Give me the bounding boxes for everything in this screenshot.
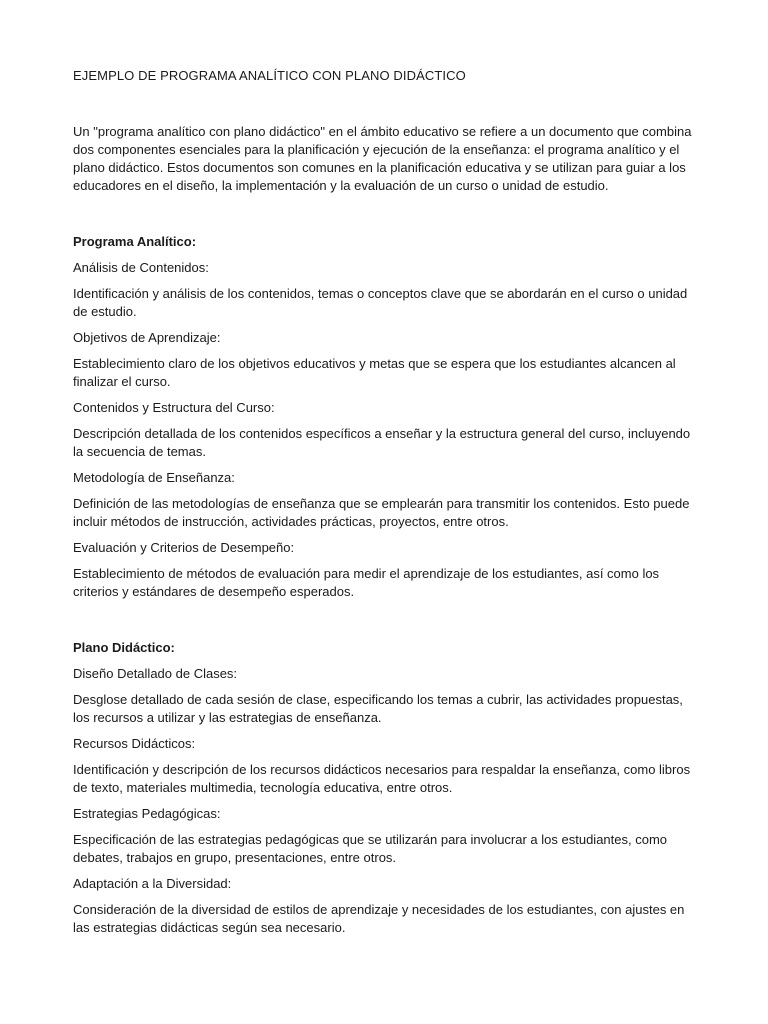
item-heading-adaptacion: Adaptación a la Diversidad: <box>73 876 232 891</box>
document-content <box>73 67 699 937</box>
item-body-contenidos-estructura: Descripción detallada de los contenidos específicos a enseñar y la estructura general del curso, incluyendo la secuencia de temas. <box>73 426 691 459</box>
item-heading-recursos: Recursos Didácticos: <box>73 736 196 751</box>
item-body-recursos: Identificación y descripción de los recursos didácticos necesarios para respaldar la enseñanza, como libros de texto, materiales multimedia, tecnología educativa, entre otros. <box>73 762 691 795</box>
item-heading-objetivos: Objetivos de Aprendizaje: <box>73 330 221 345</box>
item-body-adaptacion: Consideración de la diversidad de estilos de aprendizaje y necesidades de los estudiantes, con ajustes en las estrategias didácticas según sea necesario. <box>73 902 685 935</box>
item-heading-diseno-clases: Diseño Detallado de Clases: <box>73 666 238 681</box>
item-body-analisis-contenidos: Identificación y análisis de los contenidos, temas o conceptos clave que se abordarán en el curso o unidad de estudio. <box>73 286 688 319</box>
item-body-metodologia: Definición de las metodologías de enseñanza que se emplearán para transmitir los contenidos. Esto puede incluir métodos de instrucción, actividades prácticas, proyectos, entre otros. <box>73 496 690 529</box>
item-heading-evaluacion: Evaluación y Criterios de Desempeño: <box>73 540 295 555</box>
item-body-estrategias: Especificación de las estrategias pedagógicas que se utilizarán para involucrar a los estudiantes, como debates, trabajos en grupo, presentaciones, entre otros. <box>73 832 668 865</box>
document-title: EJEMPLO DE PROGRAMA ANALÍTICO CON PLANO DIDÁCTICO <box>73 68 466 83</box>
item-heading-analisis-contenidos: Análisis de Contenidos: <box>73 260 209 275</box>
section-programa-analitico <box>73 233 699 601</box>
item-body-evaluacion: Establecimiento de métodos de evaluación para medir el aprendizaje de los estudiantes, así como los criterios y estándares de desempeño esperados. <box>73 566 660 599</box>
intro-paragraph: Un "programa analítico con plano didáctico" en el ámbito educativo se refiere a un documento que combina dos componentes esenciales para la planificación y ejecución de la enseñanza: el programa analítico y el plano didáctico. Estos documentos son comunes en la planificación educativa y se utilizan para guiar a los educadores en el diseño, la implementación y la evaluación de un curso o unidad de estudio. <box>73 124 692 193</box>
section-plano-didactico <box>73 639 699 937</box>
item-body-objetivos: Establecimiento claro de los objetivos educativos y metas que se espera que los estudiantes alcancen al finalizar el curso. <box>73 356 676 389</box>
section-heading-programa: Programa Analítico: <box>73 234 197 249</box>
item-heading-estrategias: Estrategias Pedagógicas: <box>73 806 221 821</box>
item-heading-metodologia: Metodología de Enseñanza: <box>73 470 235 485</box>
item-body-diseno-clases: Desglose detallado de cada sesión de clase, especificando los temas a cubrir, las actividades propuestas, los recursos a utilizar y las estrategias de enseñanza. <box>73 692 683 725</box>
item-heading-contenidos-estructura: Contenidos y Estructura del Curso: <box>73 400 275 415</box>
section-heading-plano: Plano Didáctico: <box>73 640 175 655</box>
